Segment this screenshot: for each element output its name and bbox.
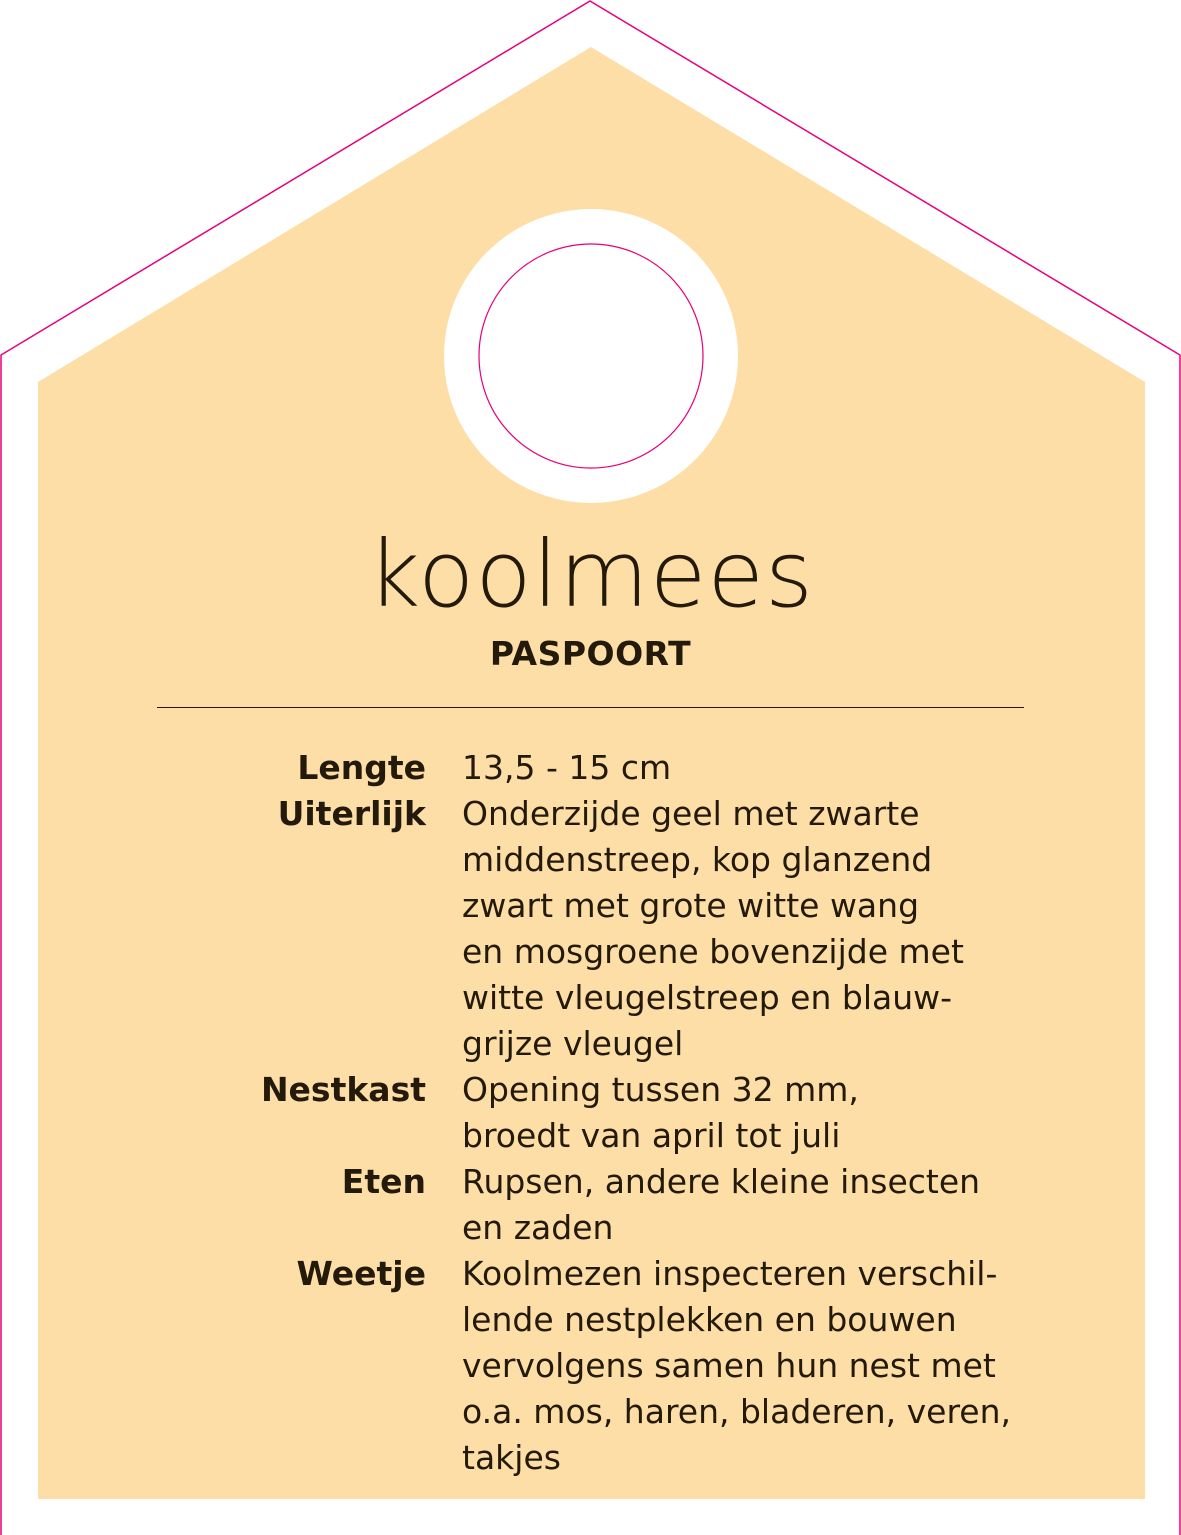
fact-row-uiterlijk: [150, 791, 1050, 1067]
fact-label: Nestkast: [260, 1070, 426, 1109]
fact-row-nestkast: [150, 1067, 1050, 1159]
page-title: koolmees: [367, 521, 814, 628]
fact-label: Lengte: [297, 748, 426, 787]
fact-row-lengte: [150, 745, 1050, 791]
fact-value: Onderzijde geel met zwarte middenstreep, kop glanzend zwart met grote witte wang en mosgroene bovenzijde met witte vleugelstreep en blauw- grijze vleugel: [462, 794, 964, 1063]
fact-row-eten: [150, 1159, 1050, 1251]
fact-value: Opening tussen 32 mm, broedt van april tot juli: [462, 1070, 859, 1155]
page-subtitle: PASPOORT: [489, 634, 692, 673]
fact-label: Weetje: [296, 1254, 426, 1293]
fact-row-weetje: [150, 1251, 1050, 1481]
fact-value: 13,5 - 15 cm: [462, 748, 672, 787]
facts-list: [150, 745, 1050, 1481]
fact-label: Uiterlijk: [277, 794, 426, 833]
fact-value: Rupsen, andere kleine insecten en zaden: [462, 1162, 981, 1247]
fact-label: Eten: [341, 1162, 426, 1201]
divider-line: [157, 707, 1024, 708]
entrance-hole-ring: [444, 209, 738, 503]
fact-value: Koolmezen inspecteren verschil- lende nestplekken en bouwen vervolgens samen hun nest met o.a. mos, haren, bladeren, veren, takjes: [462, 1254, 1011, 1477]
